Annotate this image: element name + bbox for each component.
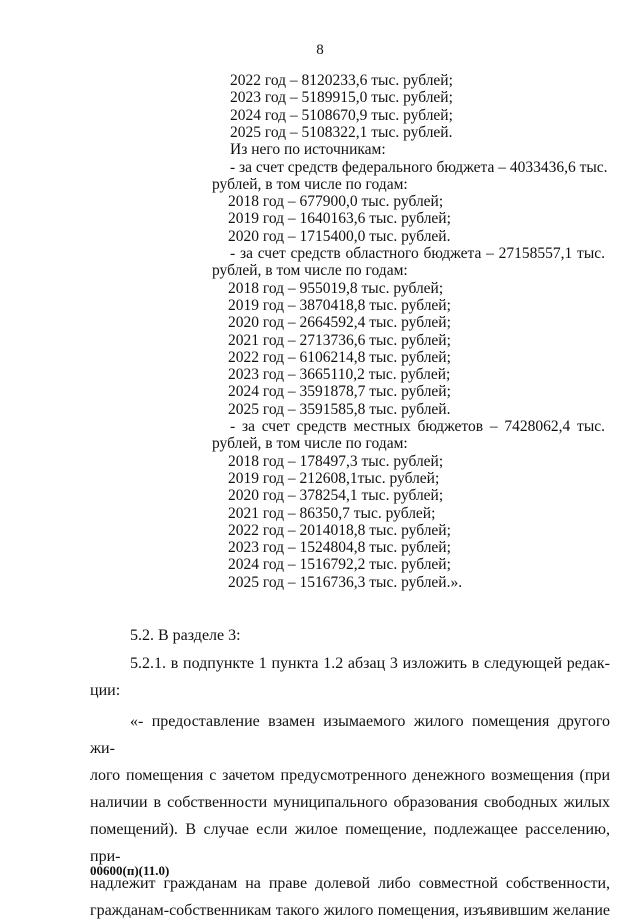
list-line: 2020 год – 378254,1 тыс. рублей; <box>228 487 444 505</box>
list-line: 2019 год – 212608,1тыс. рублей; <box>228 469 440 487</box>
list-line: 2023 год – 3665110,2 тыс. рублей; <box>228 366 451 384</box>
list-line: рублей, в том числе по годам: <box>212 262 408 280</box>
quote-paragraph <box>90 708 610 924</box>
list-line: 2024 год – 1516792,2 тыс. рублей; <box>228 556 451 574</box>
list-line: 2018 год – 955019,8 тыс. рублей; <box>228 279 444 297</box>
quote-line: «- предоставление взамен изымаемого жилого помещения другого жи- <box>90 713 610 757</box>
list-line: рублей, в том числе по годам: <box>212 435 408 453</box>
list-line: 2024 год – 3591878,7 тыс. рублей; <box>228 383 451 401</box>
list-line: 2025 год – 1516736,3 тыс. рублей.». <box>228 573 463 591</box>
list-line: 2018 год – 677900,0 тыс. рублей; <box>228 193 444 211</box>
list-line: Из него по источникам: <box>230 141 386 159</box>
list-line: 2021 год – 2713736,6 тыс. рублей; <box>228 331 451 349</box>
quote-line: наличии в собственности муниципального образования свободных жилых <box>90 794 610 811</box>
list-line: 2020 год – 1715400,0 тыс. рублей. <box>228 227 451 245</box>
list-line: 2023 год – 5189915,0 тыс. рублей; <box>230 89 453 107</box>
quote-line: помещений). В случае если жилое помещение, подлежащее расселению, при- <box>90 821 610 865</box>
list-line: 2022 год – 6106214,8 тыс. рублей; <box>228 348 451 366</box>
list-line: 2025 год – 3591585,8 тыс. рублей. <box>228 400 451 418</box>
page-number: 8 <box>316 42 324 58</box>
quote-line: лого помещения с зачетом предусмотренного денежного возмещения (при <box>90 767 610 784</box>
list-line: - за счет средств федерального бюджета – 4033436,6 тыс. <box>230 158 608 176</box>
subitem-paragraph <box>90 650 610 704</box>
section-heading: 5.2. В разделе 3: <box>130 627 241 644</box>
list-line: 2025 год – 5108322,1 тыс. рублей. <box>230 123 453 141</box>
quote-line: надлежит гражданам на праве долевой либо совместной собственности, <box>90 875 610 892</box>
list-line: 2019 год – 1640163,6 тыс. рублей; <box>228 210 451 228</box>
quote-line: гражданам-собственникам такого жилого помещения, изъявившим желание <box>90 902 610 919</box>
list-line: 2020 год – 2664592,4 тыс. рублей; <box>228 314 451 332</box>
list-line: рублей, в том числе по годам: <box>212 175 408 193</box>
footer-code: 00600(п)(11.0) <box>90 863 170 878</box>
list-line: - за счет средств местных бюджетов – 7428062,4 тыс. <box>230 418 605 435</box>
list-line: - за счет средств областного бюджета – 27158557,1 тыс. <box>230 245 605 262</box>
subitem-line-2: ции: <box>90 682 121 699</box>
list-line: 2019 год – 3870418,8 тыс. рублей; <box>228 296 451 314</box>
list-line: 2022 год – 8120233,6 тыс. рублей; <box>230 72 453 89</box>
list-line: 2022 год – 2014018,8 тыс. рублей; <box>228 521 451 539</box>
list-line: 2021 год – 86350,7 тыс. рублей; <box>228 504 436 522</box>
list-line: 2023 год – 1524804,8 тыс. рублей; <box>228 539 451 557</box>
list-line: 2018 год – 178497,3 тыс. рублей; <box>228 452 444 470</box>
subitem-line-1: 5.2.1. в подпункте 1 пункта 1.2 абзац 3 изложить в следующей редак- <box>130 655 610 672</box>
list-line: 2024 год – 5108670,9 тыс. рублей; <box>230 106 453 124</box>
